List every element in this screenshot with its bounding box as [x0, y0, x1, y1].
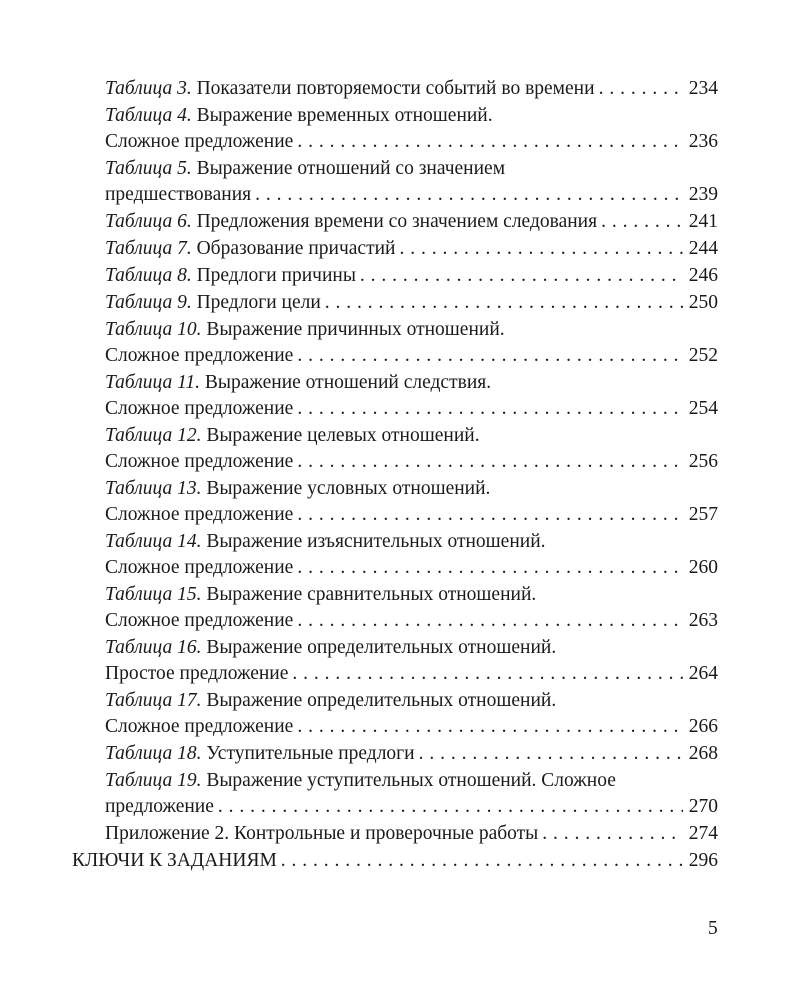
page-ref: 264: [688, 663, 718, 684]
toc-entry-table-16[interactable]: [72, 635, 718, 687]
toc-line: [105, 182, 718, 208]
toc-entry-title: [105, 423, 480, 449]
toc-entry-title: [105, 263, 356, 289]
toc-line: [105, 714, 718, 740]
toc-line: [105, 290, 718, 316]
toc-line: [105, 396, 718, 422]
table-title-cont: Сложное предложение: [105, 716, 294, 737]
page-ref: 236: [688, 131, 718, 152]
page-ref: 260: [688, 557, 718, 578]
table-label: Таблица 8.: [105, 265, 192, 286]
table-title: Выражение определительных отношений.: [201, 690, 557, 711]
toc-line: [105, 449, 718, 475]
dot-leader: [297, 129, 682, 155]
dot-leader: [419, 741, 683, 767]
toc-entry-table-5[interactable]: [72, 156, 718, 208]
page-ref: 241: [688, 211, 718, 232]
toc-line: [105, 156, 718, 182]
page-ref: 234: [688, 78, 718, 99]
table-title: Выражение условных отношений.: [201, 478, 491, 499]
dot-leader: [360, 263, 683, 289]
page-ref: 296: [688, 850, 718, 871]
table-label: Таблица 17.: [105, 690, 202, 711]
table-label: Таблица 3.: [105, 78, 192, 99]
toc-entry-title: [105, 76, 595, 102]
table-label: Таблица 7.: [105, 238, 192, 259]
toc-line: [105, 236, 718, 262]
table-title-cont: Сложное предложение: [105, 557, 294, 578]
toc-entry-appendix-2[interactable]: [72, 821, 718, 847]
table-label: Таблица 13.: [105, 478, 202, 499]
toc-entry-table-10[interactable]: [72, 317, 718, 369]
toc-line: [105, 423, 718, 449]
toc-entry-title: [105, 741, 415, 767]
toc-entry-table-9[interactable]: [72, 290, 718, 316]
toc-entry-table-3[interactable]: [72, 76, 718, 102]
toc-entry-table-13[interactable]: [72, 476, 718, 528]
table-title: Предлоги цели: [191, 292, 321, 313]
toc-entry-table-4[interactable]: [72, 103, 718, 155]
toc-entry-title: [105, 209, 597, 235]
toc-entry-table-18[interactable]: [72, 741, 718, 767]
page-ref: 250: [688, 292, 718, 313]
table-title: Выражение причинных отношений.: [201, 319, 505, 340]
toc-line: [105, 317, 718, 343]
table-title-cont: Простое предложение: [105, 663, 289, 684]
toc-line: [105, 76, 718, 102]
table-title-cont: предложение: [105, 796, 214, 817]
table-title: Уступительные предлоги: [201, 743, 415, 764]
table-title-cont: Сложное предложение: [105, 610, 294, 631]
dot-leader: [297, 449, 682, 475]
table-label: Таблица 11.: [105, 372, 201, 393]
table-title: Выражение временных отношений.: [191, 105, 493, 126]
table-title: Выражение определительных отношений.: [201, 637, 557, 658]
dot-leader: [255, 182, 683, 208]
dot-leader: [601, 209, 683, 235]
page-ref: 257: [688, 504, 718, 525]
dot-leader: [281, 848, 683, 874]
page-ref: 263: [688, 610, 718, 631]
toc-entry-keys[interactable]: [72, 848, 718, 874]
toc-line: [105, 741, 718, 767]
table-title: Выражение сравнительных отношений.: [201, 584, 537, 605]
toc-entry-title: [105, 476, 490, 502]
toc-line: [105, 263, 718, 289]
toc-entry-title: [105, 236, 395, 262]
table-title-cont: предшествования: [105, 184, 252, 205]
toc-entry-title: [105, 156, 505, 182]
table-title: Выражение отношений со значением: [191, 158, 506, 179]
table-title-cont: Сложное предложение: [105, 451, 294, 472]
dot-leader: [297, 343, 682, 369]
toc-entry-table-19[interactable]: [72, 768, 718, 820]
toc-entry-title: [105, 317, 505, 343]
toc-line: [105, 635, 718, 661]
table-label: Таблица 4.: [105, 105, 192, 126]
table-label: Таблица 9.: [105, 292, 192, 313]
toc-entry-title: [105, 370, 491, 396]
table-title: Предлоги причины: [191, 265, 356, 286]
page-ref: 270: [688, 796, 718, 817]
page-number: 5: [708, 918, 718, 939]
toc-entry-title: [105, 582, 536, 608]
toc-line: [105, 209, 718, 235]
page-ref: 244: [688, 238, 718, 259]
toc-line: [105, 555, 718, 581]
page-ref: 266: [688, 716, 718, 737]
toc-line: [105, 608, 718, 634]
toc-line: [105, 768, 718, 794]
toc-line: [105, 661, 718, 687]
toc-line: [105, 529, 718, 555]
toc-entry-title: [105, 290, 321, 316]
page-ref: 256: [688, 451, 718, 472]
table-title: Предложения времени со значением следования: [191, 211, 598, 232]
page-ref: 254: [688, 398, 718, 419]
page-ref: 274: [688, 823, 718, 844]
toc-entry-table-11[interactable]: [72, 370, 718, 422]
toc-entry-table-12[interactable]: [72, 423, 718, 475]
toc-entry-title: [105, 688, 556, 714]
table-title: Показатели повторяемости событий во времени: [191, 78, 595, 99]
appendix-title: Приложение 2. Контрольные и проверочные работы: [105, 823, 539, 844]
toc-entry-title: [105, 529, 546, 555]
table-of-contents: [72, 76, 718, 875]
table-title-cont: Сложное предложение: [105, 504, 294, 525]
toc-line: [105, 794, 718, 820]
keys-title: КЛЮЧИ К ЗАДАНИЯМ: [72, 850, 277, 871]
table-label: Таблица 18.: [105, 743, 202, 764]
toc-line: [105, 343, 718, 369]
table-title: Выражение уступительных отношений. Сложное: [201, 770, 616, 791]
table-label: Таблица 6.: [105, 211, 192, 232]
toc-entry-table-17[interactable]: [72, 688, 718, 740]
dot-leader: [292, 661, 682, 687]
dot-leader: [297, 714, 682, 740]
table-label: Таблица 5.: [105, 158, 192, 179]
dot-leader: [325, 290, 683, 316]
table-title: Образование причастий: [191, 238, 396, 259]
table-title-cont: Сложное предложение: [105, 345, 294, 366]
toc-line: [105, 502, 718, 528]
dot-leader: [297, 502, 682, 528]
toc-line: [105, 370, 718, 396]
toc-line: [105, 103, 718, 129]
toc-line: [105, 688, 718, 714]
table-title-cont: Сложное предложение: [105, 131, 294, 152]
table-title: Выражение отношений следствия.: [200, 372, 492, 393]
dot-leader: [218, 794, 683, 820]
table-title: Выражение целевых отношений.: [201, 425, 480, 446]
toc-entry-table-6[interactable]: [72, 209, 718, 235]
toc-line: [105, 129, 718, 155]
table-label: Таблица 16.: [105, 637, 202, 658]
toc-line: [105, 582, 718, 608]
toc-entry-table-14[interactable]: [72, 529, 718, 581]
toc-entry-table-7[interactable]: [72, 236, 718, 262]
toc-entry-title: [105, 635, 556, 661]
dot-leader: [399, 236, 682, 262]
table-title: Выражение изъяснительных отношений.: [201, 531, 546, 552]
table-label: Таблица 19.: [105, 770, 202, 791]
page-ref: 246: [688, 265, 718, 286]
dot-leader: [297, 608, 682, 634]
dot-leader: [297, 396, 682, 422]
toc-entry-title: [105, 103, 493, 129]
table-title-cont: Сложное предложение: [105, 398, 294, 419]
toc-entry-title: [105, 768, 616, 794]
page-ref: 268: [688, 743, 718, 764]
page-ref: 252: [688, 345, 718, 366]
table-label: Таблица 15.: [105, 584, 202, 605]
table-label: Таблица 10.: [105, 319, 202, 340]
table-label: Таблица 12.: [105, 425, 202, 446]
dot-leader: [297, 555, 682, 581]
toc-entry-table-15[interactable]: [72, 582, 718, 634]
toc-line: [105, 476, 718, 502]
toc-line: [105, 821, 718, 847]
toc-line: [72, 848, 718, 874]
toc-entry-table-8[interactable]: [72, 263, 718, 289]
dot-leader: [599, 76, 683, 102]
table-label: Таблица 14.: [105, 531, 202, 552]
page-ref: 239: [688, 184, 718, 205]
dot-leader: [542, 821, 682, 847]
